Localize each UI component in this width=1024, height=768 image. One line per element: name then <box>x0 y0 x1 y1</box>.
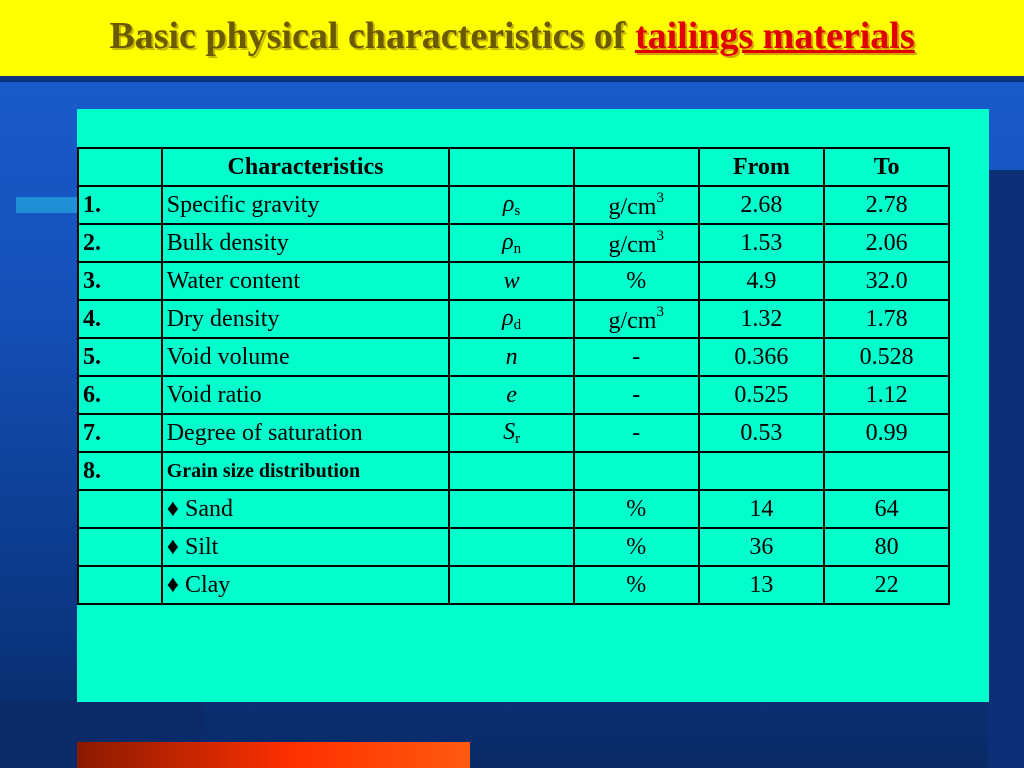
title-highlight: tailings materials <box>634 15 915 57</box>
header-cell-num <box>78 148 162 186</box>
row-characteristic: Bulk density <box>162 224 450 262</box>
row-to: 2.06 <box>824 224 949 262</box>
table-row <box>78 414 949 452</box>
symbol-main: ρ <box>502 190 515 217</box>
row-to: 80 <box>824 528 949 566</box>
row-symbol <box>449 186 574 224</box>
unit-superscript: 3 <box>656 227 664 244</box>
symbol-main: e <box>506 381 517 408</box>
row-number <box>78 528 162 566</box>
decor-right-strip <box>988 170 1024 768</box>
row-number: 3. <box>78 262 162 300</box>
row-characteristic: ♦ Clay <box>162 566 450 604</box>
table-row <box>78 262 949 300</box>
table-row <box>78 338 949 376</box>
row-from: 2.68 <box>699 186 825 224</box>
unit-main: % <box>626 267 647 294</box>
table-row <box>78 186 949 224</box>
row-unit: % <box>574 490 699 528</box>
row-characteristic: Specific gravity <box>162 186 450 224</box>
row-from: 0.525 <box>699 376 825 414</box>
row-number: 5. <box>78 338 162 376</box>
row-unit: % <box>574 528 699 566</box>
row-characteristic: ♦ Sand <box>162 490 450 528</box>
header-cell-to: To <box>824 148 949 186</box>
row-characteristic: Void volume <box>162 338 450 376</box>
title-prefix: Basic physical characteristics of <box>109 15 635 57</box>
row-unit <box>574 186 699 224</box>
row-number: 1. <box>78 186 162 224</box>
symbol-main: ρ <box>502 228 514 255</box>
row-characteristic: Water content <box>162 262 450 300</box>
unit-main: g/cm <box>608 231 657 258</box>
row-number <box>78 566 162 604</box>
title-divider <box>0 76 1024 82</box>
row-number: 2. <box>78 224 162 262</box>
row-to: 32.0 <box>824 262 949 300</box>
row-number: 7. <box>78 414 162 452</box>
row-to: 22 <box>824 566 949 604</box>
row-from: 1.32 <box>699 300 825 338</box>
symbol-subscript: d <box>513 316 522 333</box>
header-cell-symbol <box>449 148 574 186</box>
unit-superscript: 3 <box>656 189 664 206</box>
row-from: 1.53 <box>699 224 825 262</box>
row-symbol <box>449 528 574 566</box>
row-from: 4.9 <box>699 262 825 300</box>
unit-main: g/cm <box>608 307 657 334</box>
table-header-row <box>78 148 949 186</box>
row-symbol <box>449 224 574 262</box>
row-unit <box>574 452 699 490</box>
decor-left-bar <box>16 197 78 213</box>
row-unit <box>574 262 699 300</box>
table-row <box>78 566 949 604</box>
symbol-main: ρ <box>502 304 514 331</box>
row-from <box>699 452 825 490</box>
unit-main: - <box>632 381 641 408</box>
row-unit <box>574 224 699 262</box>
row-number: 6. <box>78 376 162 414</box>
row-to: 1.78 <box>824 300 949 338</box>
unit-main: g/cm <box>608 193 657 220</box>
table-row <box>78 376 949 414</box>
table-row <box>78 300 949 338</box>
row-unit <box>574 376 699 414</box>
header-cell-characteristics: Characteristics <box>162 148 450 186</box>
row-symbol <box>449 490 574 528</box>
row-number: 8. <box>78 452 162 490</box>
row-from: 13 <box>699 566 825 604</box>
row-symbol <box>449 414 574 452</box>
row-from: 36 <box>699 528 825 566</box>
row-characteristic: Void ratio <box>162 376 450 414</box>
row-to: 1.12 <box>824 376 949 414</box>
unit-superscript: 3 <box>656 303 664 320</box>
row-unit <box>574 338 699 376</box>
row-from: 0.53 <box>699 414 825 452</box>
header-cell-unit <box>574 148 699 186</box>
slide-title <box>0 14 1024 58</box>
row-symbol <box>449 566 574 604</box>
row-symbol <box>449 262 574 300</box>
row-number: 4. <box>78 300 162 338</box>
row-unit <box>574 414 699 452</box>
header-cell-from: From <box>699 148 825 186</box>
row-characteristic: Degree of saturation <box>162 414 450 452</box>
symbol-subscript: n <box>513 240 522 257</box>
symbol-main: S <box>503 418 516 445</box>
row-to: 64 <box>824 490 949 528</box>
unit-main: - <box>632 343 641 370</box>
row-symbol <box>449 338 574 376</box>
row-characteristic: Grain size distribution <box>162 452 450 490</box>
row-characteristic: ♦ Silt <box>162 528 450 566</box>
decor-bottom-bar <box>77 742 470 768</box>
symbol-main: w <box>503 267 520 294</box>
table-row <box>78 224 949 262</box>
characteristics-table <box>77 147 950 605</box>
row-symbol <box>449 376 574 414</box>
row-to: 0.528 <box>824 338 949 376</box>
row-unit: % <box>574 566 699 604</box>
table-row <box>78 452 949 490</box>
row-to <box>824 452 949 490</box>
row-from: 0.366 <box>699 338 825 376</box>
symbol-subscript: r <box>515 430 521 447</box>
symbol-subscript: s <box>514 202 521 219</box>
row-symbol <box>449 452 574 490</box>
row-from: 14 <box>699 490 825 528</box>
row-to: 2.78 <box>824 186 949 224</box>
table-row <box>78 528 949 566</box>
row-symbol <box>449 300 574 338</box>
row-characteristic: Dry density <box>162 300 450 338</box>
row-to: 0.99 <box>824 414 949 452</box>
table-row <box>78 490 949 528</box>
row-number <box>78 490 162 528</box>
row-unit <box>574 300 699 338</box>
symbol-main: n <box>505 343 518 370</box>
unit-main: - <box>632 419 641 446</box>
